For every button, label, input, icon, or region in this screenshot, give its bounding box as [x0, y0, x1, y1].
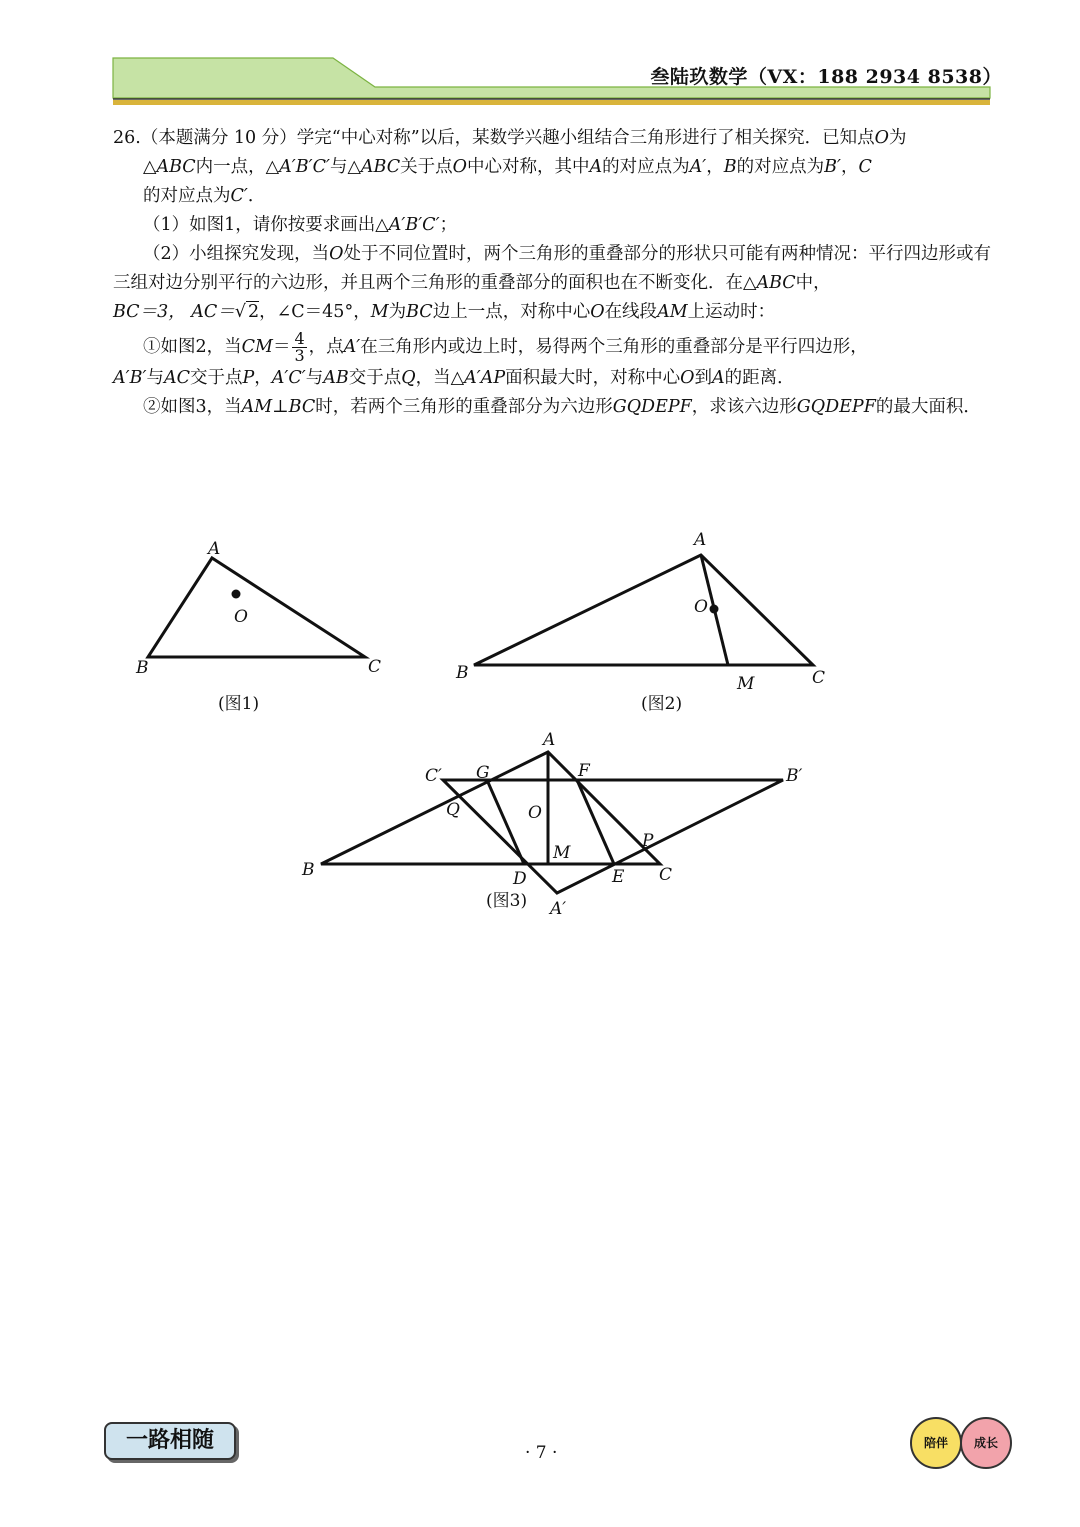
fig3-label-g: G: [476, 763, 490, 783]
question-1: ①如图2，当CM＝ $\frac{4}{3}$ ，点A′在三角形内或边上时，易得两个三角形的重叠部分是平行四边形， A′B′与AC交于点P，A′C′与AB交于点Q，当△A′AP面积最大时，对称中心O到A的距离．: [113, 329, 868, 388]
fig1-label-b: B: [136, 658, 149, 678]
fig3-caption: (图3): [486, 891, 528, 911]
fraction-4-3: $\frac{4}{3}$: [294, 329, 305, 365]
fig2-label-a: A: [694, 530, 707, 550]
fig3-label-q: Q: [446, 800, 460, 820]
fig3-label-a: A: [543, 730, 556, 750]
fig2-caption: (图2): [641, 694, 683, 714]
badge-companion: 陪伴: [910, 1417, 962, 1469]
footer-motto: 一路相随: [104, 1422, 236, 1460]
fig3-label-b1: B′: [786, 766, 803, 786]
fig3-label-c1: C′: [425, 766, 442, 786]
fig3-label-d: D: [513, 869, 527, 889]
fig1-triangle-abc: [148, 558, 365, 657]
problem-intro: 26.（本题满分 10 分）学完“中心对称”以后，某数学兴趣小组结合三角形进行了相关探究．已知点O为 △ABC内一点，△A′B′C′与△ABC关于点O中心对称，其中A的对应点为A′，B的对应点为B′，C 的对应点为C′．: [113, 128, 907, 206]
page-number: · 7 ·: [525, 1443, 558, 1463]
fig3-label-a1: A′: [550, 899, 567, 919]
fig1-label-a: A: [208, 539, 221, 559]
fig2-triangle-abc: [474, 555, 813, 665]
fig3-label-o: O: [528, 803, 542, 823]
problem-score: （本题满分 10 分）: [140, 128, 297, 148]
fig1-point-o: [232, 590, 241, 599]
question-2: ②如图3，当AM⊥BC时，若两个三角形的重叠部分为六边形GQDEPF，求该六边形GQDEPF的最大面积．: [143, 397, 981, 417]
fig3-label-c: C: [659, 865, 673, 885]
fig2-label-m: M: [737, 674, 755, 694]
fig3-label-b: B: [302, 860, 315, 880]
part2: （2）小组探究发现，当O处于不同位置时，两个三角形的重叠部分的形状只可能有两种情况：平行四边形或有三组对边分别平行的六边形，并且两个三角形的重叠部分的面积也在不断变化．在△ABC中， BC＝3， AC＝√ 2，∠C＝45°，M为BC边上一点，对称中心O在线段AM上运动时：: [113, 244, 991, 322]
fig3-label-p: P: [642, 831, 654, 851]
fig1-label-o: O: [234, 607, 248, 627]
fig3-segment-fe: [577, 780, 614, 864]
fig3-triangle-abc: [321, 752, 660, 864]
fig1-label-c: C: [368, 657, 382, 677]
fig3-label-m: M: [553, 843, 571, 863]
fig2-label-b: B: [456, 663, 469, 683]
fig3-label-f: F: [578, 761, 590, 781]
fig2-label-c: C: [812, 668, 826, 688]
fig3-segment-gd: [487, 780, 524, 864]
header-title: 叁陆玖数学（VX：188 2934 8538）: [650, 66, 1002, 88]
problem-number: 26.: [113, 128, 141, 148]
part1: （1）如图1，请你按要求画出△A′B′C′；: [143, 215, 458, 235]
fig1-caption: (图1): [218, 694, 260, 714]
fig3-label-e: E: [612, 867, 625, 887]
badge-growth: 成长: [960, 1417, 1012, 1469]
fig2-label-o: O: [694, 597, 708, 617]
fig2-point-o: [710, 605, 719, 614]
